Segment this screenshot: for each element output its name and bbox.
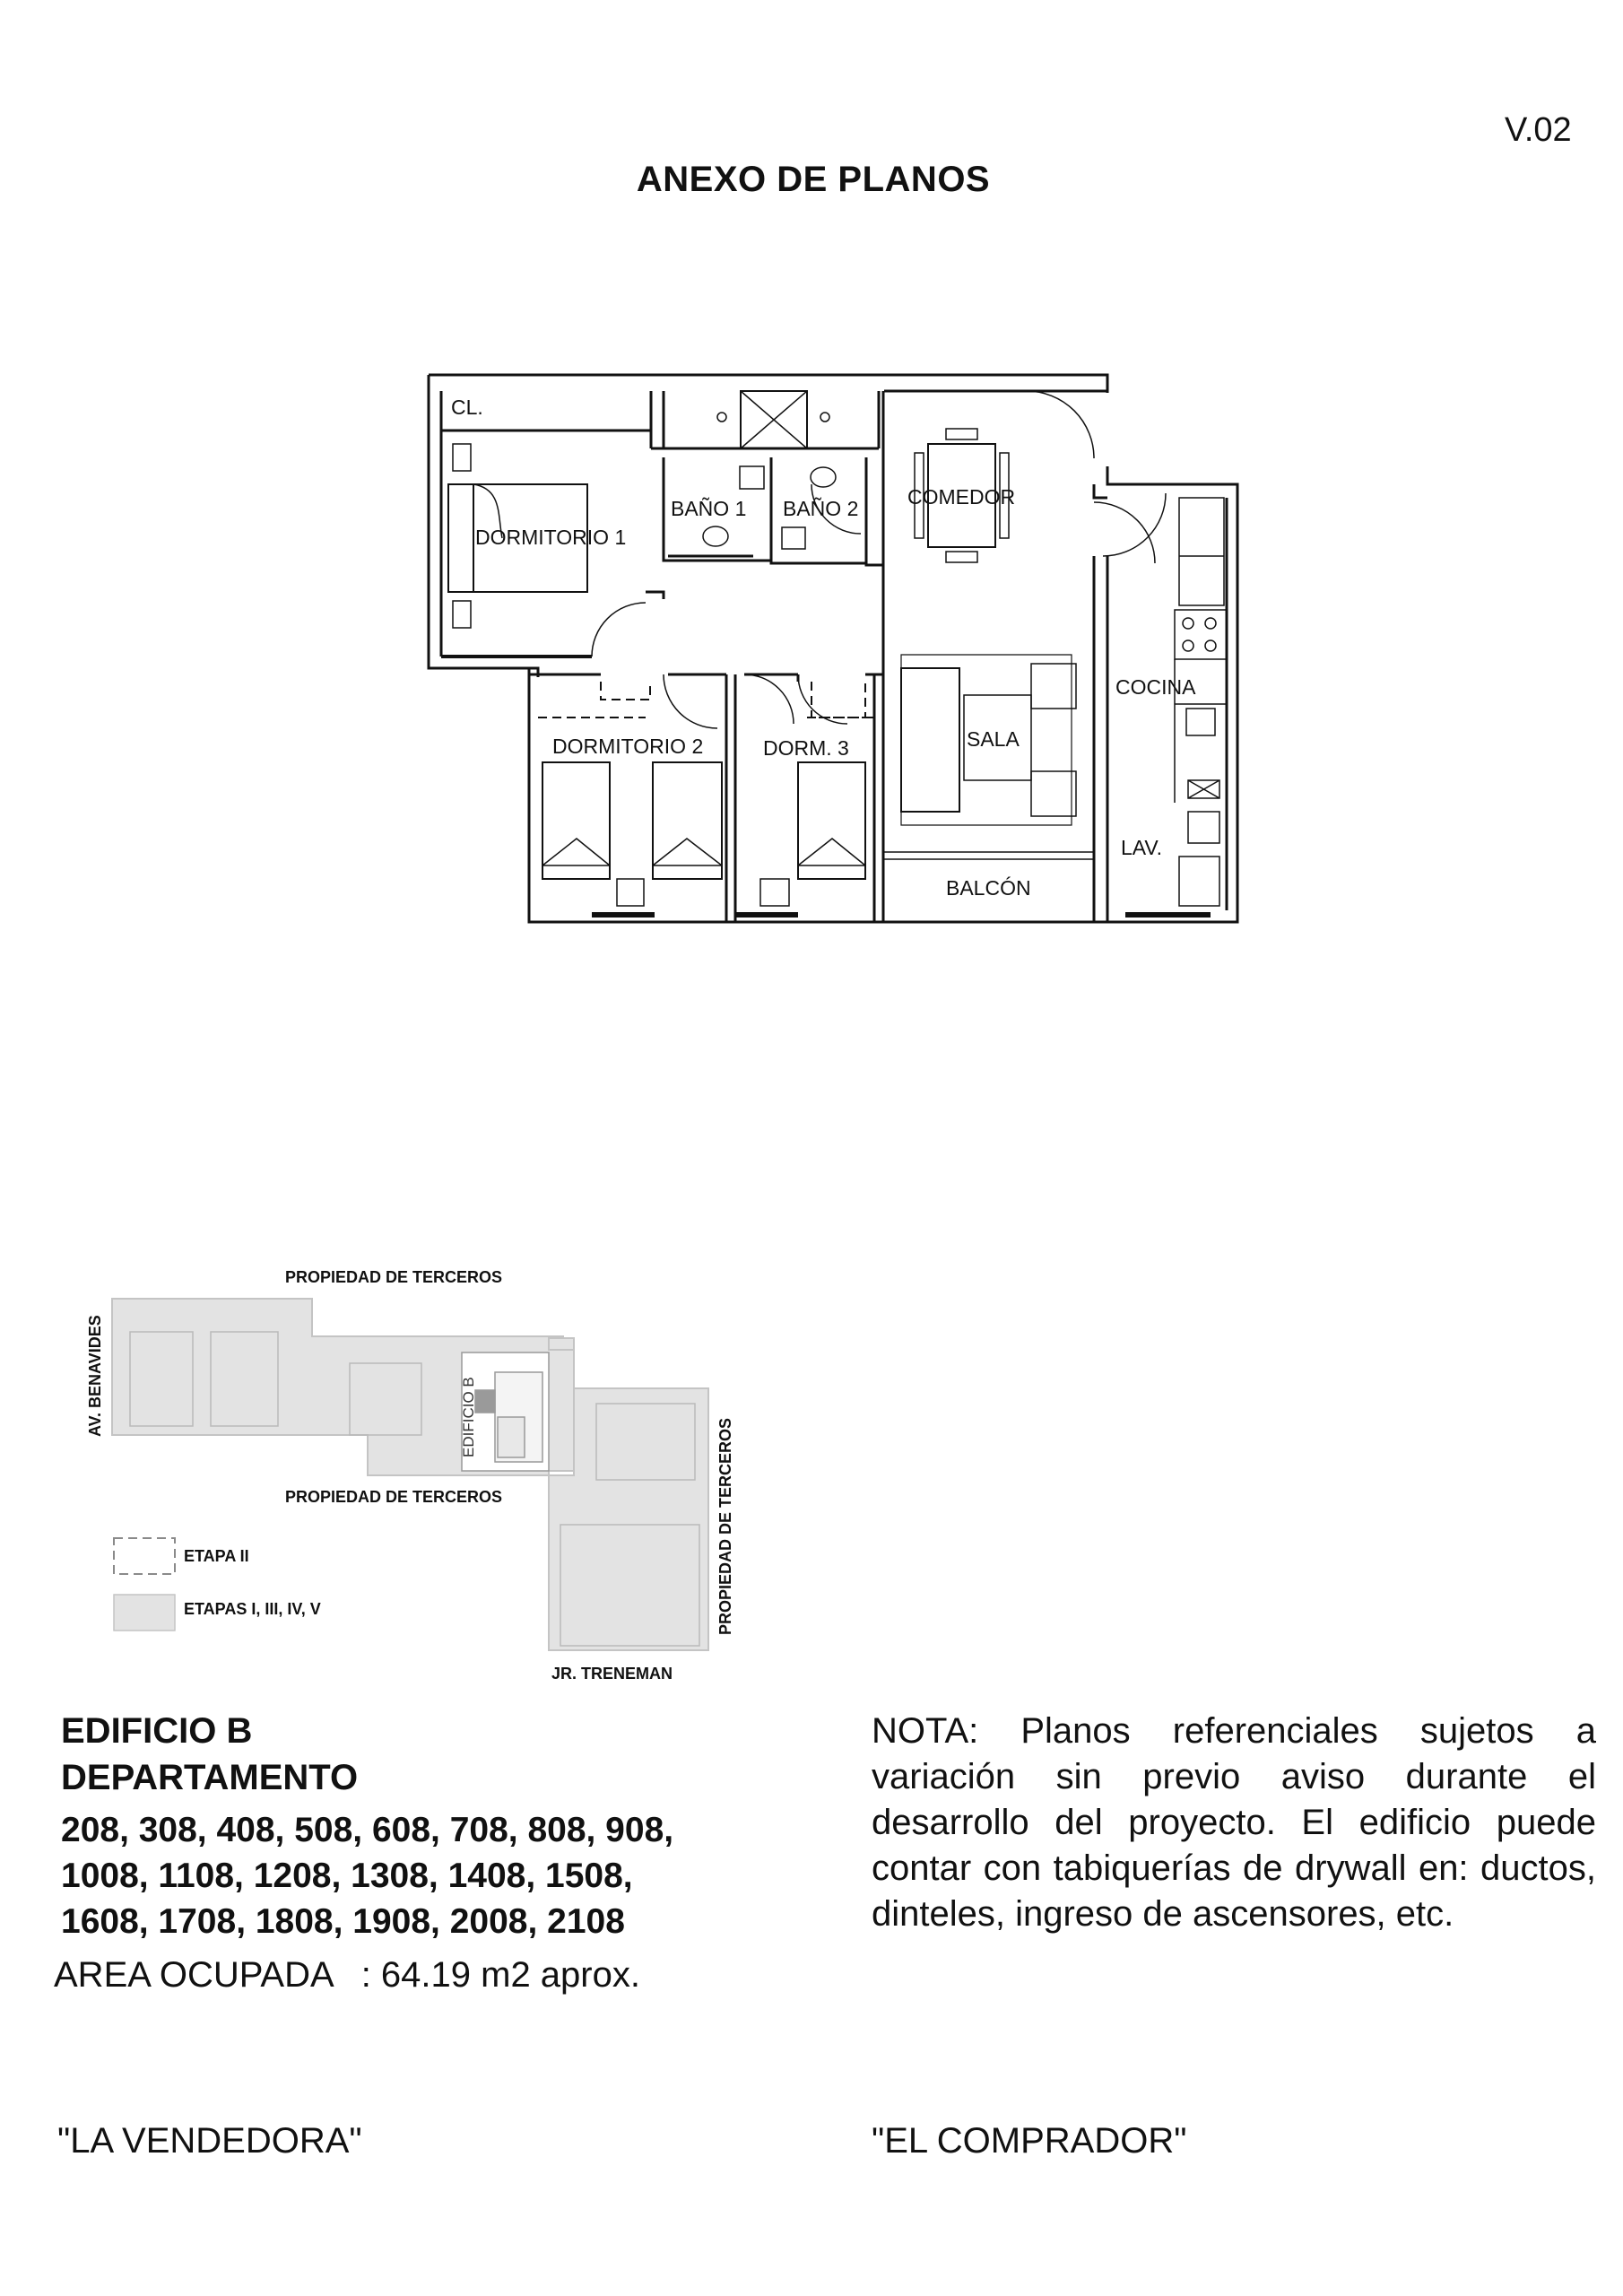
buyer-signature-label: "EL COMPRADOR"	[872, 2121, 1187, 2161]
building-title: EDIFICIO B	[61, 1711, 253, 1751]
room-label-sala: SALA	[967, 727, 1020, 751]
room-label-dormitorio-2: DORMITORIO 2	[552, 735, 704, 758]
room-label-cl: CL.	[451, 396, 483, 419]
site-building-label: EDIFICIO B	[460, 1377, 477, 1457]
room-label-bano-2: BAÑO 2	[783, 497, 859, 520]
note-paragraph: NOTA: Planos referenciales sujetos a variación sin previo aviso durante el desarrollo del proyecto. El edificio puede contar con tabiquerías de drywall en: ductos, dinteles, ingreso de ascensores, etc.	[872, 1711, 1596, 1934]
department-title: DEPARTAMENTO	[61, 1758, 359, 1797]
legend-swatch-etapas	[114, 1595, 175, 1631]
area-value: : 64.19 m2 aprox.	[360, 1955, 640, 1995]
unit-list-line-1: 208, 308, 408, 508, 608, 708, 808, 908,	[61, 1811, 674, 1849]
room-label-cocina: COCINA	[1115, 675, 1196, 699]
legend-swatch-etapa-ii	[114, 1538, 175, 1574]
page-title: ANEXO DE PLANOS	[636, 160, 991, 199]
seller-signature-label: "LA VENDEDORA"	[57, 2121, 362, 2161]
site-right-label: PROPIEDAD DE TERCEROS	[716, 1417, 734, 1635]
room-label-lav: LAV.	[1121, 836, 1163, 859]
area-label: AREA OCUPADA	[54, 1955, 334, 1995]
unit-list	[61, 1807, 778, 1944]
unit-list-line-2: 1008, 1108, 1208, 1308, 1408, 1508,	[61, 1857, 633, 1895]
room-label-dormitorio-1: DORMITORIO 1	[475, 526, 627, 549]
legend-label-etapas: ETAPAS I, III, IV, V	[184, 1600, 321, 1618]
version-label: V.02	[1505, 111, 1572, 149]
site-middle-label: PROPIEDAD DE TERCEROS	[285, 1488, 503, 1506]
site-top-label: PROPIEDAD DE TERCEROS	[285, 1268, 503, 1286]
room-label-dorm-3: DORM. 3	[763, 736, 849, 760]
unit-list-line-3: 1608, 1708, 1808, 1908, 2008, 2108	[61, 1902, 625, 1941]
area-row	[54, 1955, 640, 1996]
room-label-balcon: BALCÓN	[946, 876, 1031, 900]
room-label-comedor: COMEDOR	[907, 485, 1016, 509]
room-label-bano-1: BAÑO 1	[671, 497, 747, 520]
legend-label-etapa-ii: ETAPA II	[184, 1547, 249, 1565]
site-left-street: AV. BENAVIDES	[86, 1315, 104, 1437]
site-bottom-street: JR. TRENEMAN	[551, 1665, 673, 1683]
